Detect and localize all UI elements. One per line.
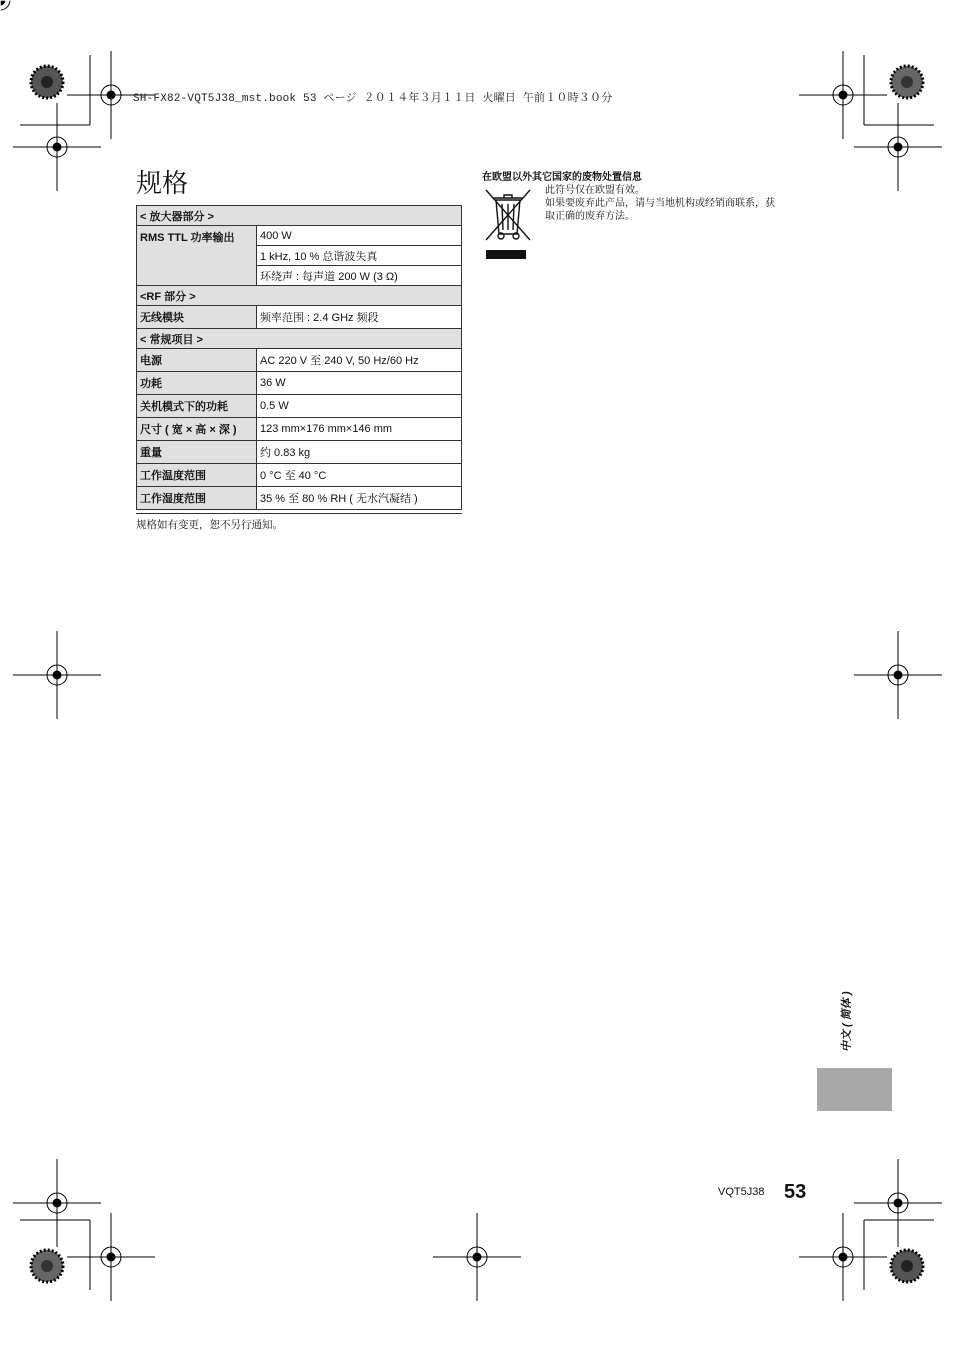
spec-label: 电源 [137,349,257,372]
spec-value: 0.5 W [257,395,462,418]
amp-section-header: < 放大器部分 > [137,206,462,226]
spec-table [136,205,462,510]
book-info-header: SH-FX82-VQT5J38_mst.book 53 ページ ２０１４年３月１１日 火曜日 午前１０時３０分 [133,93,613,105]
rms-value: 1 kHz, 10 % 总谐波失真 [257,246,462,266]
page-title: 规格 [136,169,189,199]
language-tab-label: 中文 ( 简体 ) [841,991,853,1052]
spec-value: 36 W [257,372,462,395]
document-code: VQT5J38 [718,1186,765,1198]
language-tab [818,990,853,1060]
table-row [137,286,462,306]
table-row [137,464,462,487]
wireless-label: 无线模块 [137,306,257,329]
general-section-header: < 常规项目 > [137,329,462,349]
spec-value: 约 0.83 kg [257,441,462,464]
table-row [137,487,462,510]
eu-text-line: 取正确的废弃方法。 [545,211,635,222]
table-row [137,372,462,395]
spec-label: 功耗 [137,372,257,395]
table-row [137,206,462,226]
table-row [137,441,462,464]
crossed-out-wheelie-bin-icon [482,186,534,242]
language-tab-marker [817,1068,892,1111]
spec-label: 工作温度范围 [137,464,257,487]
rms-value: 环绕声 : 每声道 200 W (3 Ω) [257,266,462,286]
spec-value: 35 % 至 80 % RH ( 无水汽凝结 ) [257,487,462,510]
spec-label: 工作湿度范围 [137,487,257,510]
spec-label: 重量 [137,441,257,464]
spec-value: 0 °C 至 40 °C [257,464,462,487]
table-row [137,329,462,349]
rms-label: RMS TTL 功率输出 [137,226,257,286]
eu-text-line: 此符号仅在欧盟有效。 [545,185,645,196]
notice-divider [136,513,462,514]
eu-disposal-title: 在欧盟以外其它国家的废物处置信息 [482,172,642,183]
eu-marking-bar [486,250,526,259]
spec-value: AC 220 V 至 240 V, 50 Hz/60 Hz [257,349,462,372]
table-row [137,418,462,441]
eu-text-line: 如果要废弃此产品，请与当地机构或经销商联系，获 [545,198,775,209]
table-row [137,395,462,418]
spec-label: 尺寸 ( 宽 × 高 × 深 ) [137,418,257,441]
rms-value: 400 W [257,226,462,246]
eu-disposal-text [545,184,807,223]
table-row [137,226,462,246]
spec-label: 关机模式下的功耗 [137,395,257,418]
rf-section-header: <RF 部分 > [137,286,462,306]
spec-value: 123 mm×176 mm×146 mm [257,418,462,441]
table-row [137,306,462,329]
spec-change-notice: 规格如有变更，恕不另行通知。 [136,519,283,531]
table-row [137,349,462,372]
wireless-value: 频率范围 : 2.4 GHz 频段 [257,306,462,329]
page-number: 53 [784,1181,807,1203]
